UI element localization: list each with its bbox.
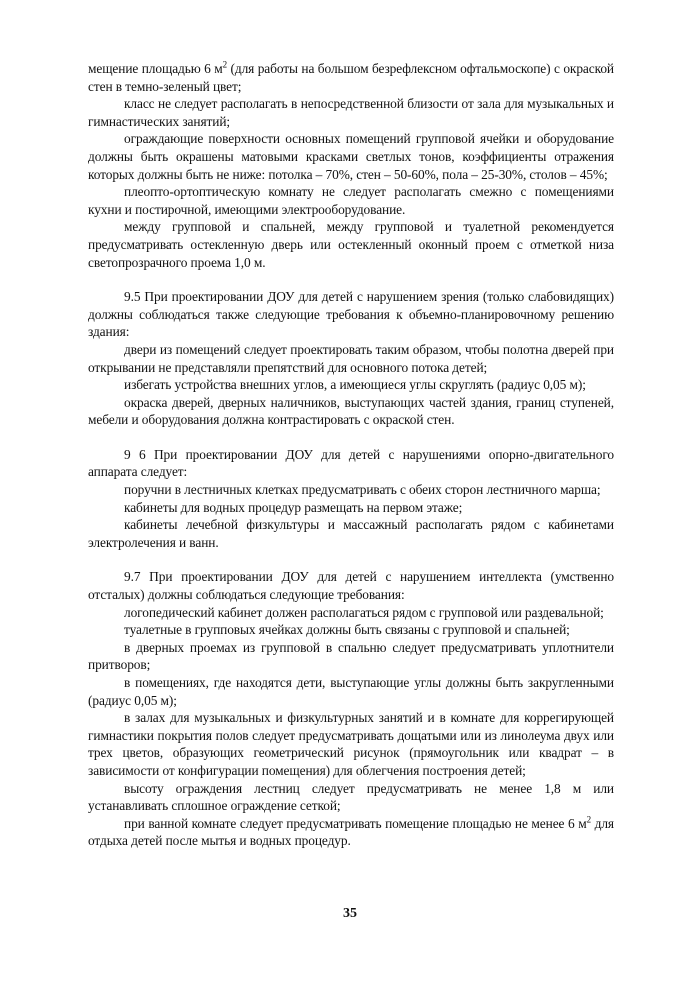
paragraph-text-tail: для отдыха детей после мытья и водных процедур. [88,815,614,849]
paragraph-text: класс не следует располагать в непосредственной близости от зала для музыкальных и гимнастических занятий; [88,96,614,129]
paragraph [88,604,614,622]
paragraph-text: туалетные в групповых ячейках должны быть связаны с групповой и спальней; [124,622,570,638]
paragraph-text: 9.7 При проектировании ДОУ для детей с нарушением интеллекта (умственно отсталых) должны соблюдаться следующие требования: [88,569,614,603]
paragraph-text: кабинеты для водных процедур размещать на первом этаже; [124,499,463,515]
paragraph [88,341,614,376]
paragraph [88,481,614,499]
paragraph [88,60,614,95]
paragraph [88,394,614,429]
paragraph [88,780,614,815]
paragraph-text: двери из помещений следует проектировать таким образом, чтобы полотна дверей при открывании не представляли препятствий для основного потока детей; [88,341,614,375]
paragraph-text: поручни в лестничных клетках предусматривать с обеих сторон лестничного марша; [124,482,601,498]
paragraph [88,130,614,183]
paragraph-text: 9.5 При проектировании ДОУ для детей с нарушением зрения (только слабовидящих) должны соблюдаться также следующие требования к объемно-планировочному решению здания: [88,289,614,340]
paragraph-text: в дверных проемах из групповой в спальню следует предусматривать уплотнители притворов; [88,639,614,673]
paragraph-text-tail: (для работы на большом безрефлексном офтальмоскопе) с окраской стен в темно-зеленый цвет; [88,61,614,94]
paragraph-text: мещение площадью 6 м [88,61,223,76]
paragraph-text: избегать устройства внешних углов, а имеющиеся углы скруглять (радиус 0,05 м); [124,377,586,393]
document-body [88,60,614,850]
paragraph [88,815,614,850]
paragraph-text: высоту ограждения лестниц следует предусматривать не менее 1,8 м или устанавливать сплошное ограждение сеткой; [88,780,614,814]
paragraph-text: в залах для музыкальных и физкультурных занятий и в комнате для коррегирующей гимнастики покрытия полов следует предусматривать дощатыми или из линолеума двух или трех цветов, образующих геометрический рисунок (прямоугольник или квадрат – в зависимости от конфигурации помещения) для облегчения построения детей; [88,710,614,778]
superscript: 2 [222,59,228,70]
paragraph-text: при ванной комнате следует предусматривать помещение площадью не менее 6 м [124,815,587,831]
paragraph-text: ограждающие поверхности основных помещений групповой ячейки и оборудование должны быть окрашены матовыми красками светлых тонов, коэффициенты отражения которых должны быть не ниже: потолка – 70%, стен – 50-60%, пола – 25-30%, столов – 45%; [88,131,614,182]
paragraph [88,709,614,779]
paragraph [88,218,614,271]
paragraph-text: плеопто-ортоптическую комнату не следует располагать смежно с помещениями кухни и постирочной, имеющими электрооборудование. [88,184,614,217]
paragraph-text: окраска дверей, дверных наличников, выступающих частей здания, границ ступеней, мебели и оборудования должна контрастировать с окраской стен. [88,394,614,428]
paragraph [88,95,614,130]
paragraph-text: в помещениях, где находятся дети, выступающие углы должны быть закругленными (радиус 0,05 м); [88,675,614,708]
paragraph-text: логопедический кабинет должен располагаться рядом с групповой или раздевальной; [124,604,604,620]
paragraph-text: 9 6 При проектировании ДОУ для детей с нарушениями опорно-двигательного аппарата следует: [88,446,614,480]
paragraph [88,621,614,639]
section-paragraph [88,568,614,603]
paragraph [88,639,614,674]
paragraph [88,516,614,551]
section-paragraph [88,446,614,481]
paragraph-text: кабинеты лечебной физкультуры и массажный располагать рядом с кабинетами электролечения и ванн. [88,517,614,550]
section-paragraph [88,288,614,341]
paragraph [88,183,614,218]
page-number: 35 [343,906,357,921]
paragraph-text: между групповой и спальней, между групповой и туалетной рекомендуется предусматривать остекленную дверь или остекленный оконный проем с отметкой низа светопрозрачного проема 1,0 м. [88,219,614,270]
superscript: 2 [586,814,592,825]
paragraph [88,674,614,709]
paragraph [88,376,614,394]
paragraph [88,499,614,517]
